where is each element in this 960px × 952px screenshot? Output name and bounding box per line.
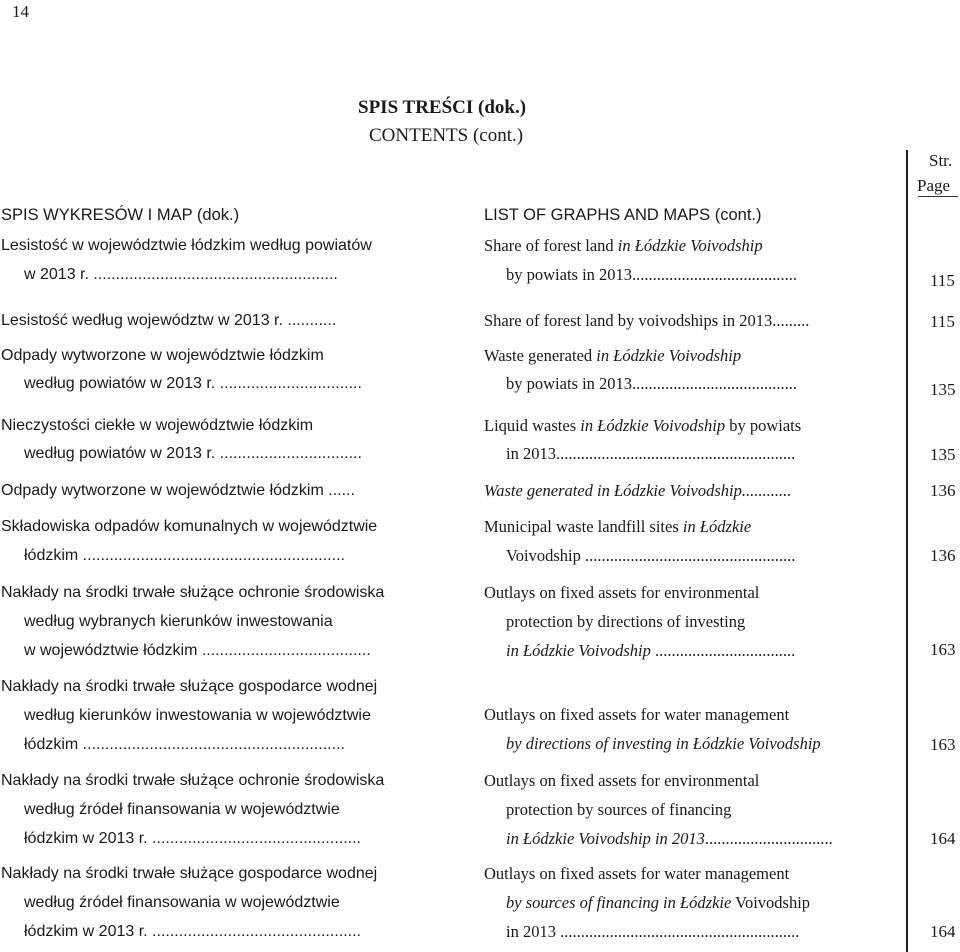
toc-entry-title-en-part: in Łódzkie Voivodship (596, 346, 742, 365)
toc-entry-title-en-part: in Łódzkie Voivodship in 2013 (506, 829, 705, 848)
toc-entry-title-en-part: by powiats (725, 416, 802, 435)
toc-entry-title-en-part: Voivodship (731, 893, 811, 912)
toc-entry-title-en (484, 771, 759, 791)
toc-entry-title-en (506, 800, 731, 820)
toc-entry-title-en-part: in Łódzkie Voivodship (506, 641, 651, 660)
toc-entry-title-pl: Nakłady na środki trwałe służące ochronie środowiska (1, 584, 385, 601)
toc-entry-title-en (484, 416, 801, 436)
toc-entry-title-pl: według źródeł finansowania w województwie (24, 801, 340, 818)
toc-entry-title-en (506, 641, 795, 661)
toc-entry-title-en (484, 705, 789, 725)
toc-entry-page-number: 164 (930, 922, 956, 941)
contents-title-en: CONTENTS (cont.) (369, 125, 524, 146)
toc-entry-title-en (506, 829, 833, 849)
toc-entry-title-pl: według powiatów w 2013 r. ................................ (24, 445, 362, 462)
toc-entry-title-pl: według kierunków inwestowania w województwie (24, 707, 371, 724)
toc-entry-title-en-part: in 2013.......................................................... (506, 444, 796, 463)
toc-entry-title-en-part: .................................. (650, 641, 796, 660)
toc-entry-page-number: 135 (930, 445, 956, 464)
toc-entry-title-en (506, 893, 810, 913)
toc-entry-title-en-part: in Łódzkie Voivodship (617, 236, 763, 255)
toc-entry-title-en-part: Outlays on fixed assets for water management (484, 705, 790, 724)
toc-entry-title-en-part: by directions of investing in Łódzkie Voivodship (506, 734, 821, 753)
page-column-label-pl: Str. (929, 151, 953, 170)
toc-entry-title-pl: w 2013 r. ....................................................... (24, 266, 338, 283)
toc-entry-title-en (506, 612, 745, 632)
toc-entry-title-en-part: Share of forest land (484, 236, 618, 255)
toc-entry-page-number: 163 (930, 735, 956, 754)
toc-entry-title-en-part: Outlays on fixed assets for environmental (484, 583, 760, 602)
toc-entry-title-en (506, 734, 821, 754)
toc-entry-title-en-part: Municipal waste landfill sites (484, 517, 683, 536)
toc-entry-title-en (506, 374, 797, 394)
toc-entry-title-pl: Nakłady na środki trwałe służące ochronie środowiska (1, 772, 385, 789)
toc-entry-title-en-part: protection by sources of financing (506, 800, 732, 819)
toc-entry-title-en (506, 265, 797, 285)
toc-entry-title-pl: według powiatów w 2013 r. ................................ (24, 375, 362, 392)
toc-entry-title-en (484, 864, 789, 884)
section-title-pl: SPIS WYKRESÓW I MAP (dok.) (1, 206, 240, 224)
page-column-separator (906, 150, 908, 952)
toc-entry-title-pl: Nieczystości ciekłe w województwie łódzkim (1, 417, 314, 434)
toc-entry-title-en (484, 311, 809, 331)
toc-entry-page-number: 115 (930, 271, 955, 290)
toc-entry-title-en-part: Liquid wastes (484, 416, 581, 435)
toc-entry-page-number: 164 (930, 829, 956, 848)
toc-entry-title-en (484, 481, 791, 501)
toc-entry-title-en (484, 583, 759, 603)
toc-entry-title-en-part: Outlays on fixed assets for environmental (484, 771, 760, 790)
toc-entry-title-en (506, 922, 799, 942)
toc-entry-title-pl: według wybranych kierunków inwestowania (24, 613, 333, 630)
toc-entry-title-pl: łódzkim w 2013 r. ............................................... (24, 830, 361, 847)
page-column-underline (918, 196, 958, 197)
toc-entry-title-pl: łódzkim ........................................................... (24, 736, 345, 753)
toc-entry-title-en-part: ............................... (704, 829, 833, 848)
toc-entry-page-number: 135 (930, 380, 956, 399)
toc-entry-title-pl: Odpady wytworzone w województwie łódzkim ...... (1, 482, 355, 499)
toc-entry-title-en (506, 546, 795, 566)
toc-entry-title-en-part: in Łódzkie (682, 517, 752, 536)
toc-entry-title-en-part: by powiats in 2013........................................ (506, 265, 798, 284)
toc-entry-title-pl: łódzkim w 2013 r. ............................................... (24, 923, 361, 940)
toc-entry-title-en-part: by powiats in 2013........................................ (506, 374, 798, 393)
toc-entry-page-number: 115 (930, 312, 955, 331)
toc-entry-title-en-part: by sources of financing in Łódzkie (506, 893, 732, 912)
toc-entry-title-en-part: in Łódzkie Voivodship (580, 416, 726, 435)
toc-entry-title-pl: według źródeł finansowania w województwie (24, 894, 340, 911)
section-title-en: LIST OF GRAPHS AND MAPS (cont.) (484, 206, 762, 224)
toc-entry-title-en-part: Voivodship ................................................... (506, 546, 796, 565)
toc-entry-title-pl: Składowiska odpadów komunalnych w województwie (1, 518, 378, 535)
toc-entry-title-pl: w województwie łódzkim ...................................... (24, 642, 371, 659)
toc-entry-page-number: 136 (930, 546, 956, 565)
toc-entry-title-en (506, 444, 795, 464)
toc-entry-title-pl: łódzkim ........................................................... (24, 547, 345, 564)
toc-entry-title-en-part: in 2013 .......................................................... (506, 922, 800, 941)
toc-entry-page-number: 163 (930, 640, 956, 659)
toc-entry-title-en-part: protection by directions of investing (506, 612, 746, 631)
toc-entry-title-en-part: Waste generated in Łódzkie Voivodship............ (484, 481, 792, 500)
toc-entry-title-en-part: Outlays on fixed assets for water management (484, 864, 790, 883)
toc-entry-title-en (484, 517, 751, 537)
contents-title-pl: SPIS TREŚCI (dok.) (358, 97, 527, 118)
toc-entry-title-pl: Odpady wytworzone w województwie łódzkim (1, 347, 324, 364)
toc-entry-page-number: 136 (930, 481, 956, 500)
page-number: 14 (12, 2, 29, 21)
toc-entry-title-en-part: Share of forest land by voivodships in 2013......... (484, 311, 810, 330)
toc-entry-title-en-part: Waste generated (484, 346, 597, 365)
toc-entry-title-pl: Lesistość w województwie łódzkim według powiatów (1, 237, 372, 254)
toc-entry-title-en (484, 346, 741, 366)
toc-entry-title-pl: Nakłady na środki trwałe służące gospodarce wodnej (1, 865, 378, 882)
toc-entry-title-en (484, 236, 763, 256)
page-column-label-en: Page (917, 176, 951, 195)
toc-entry-title-pl: Nakłady na środki trwałe służące gospodarce wodnej (1, 678, 378, 695)
toc-entry-title-pl: Lesistość według województw w 2013 r. ........... (1, 312, 337, 329)
